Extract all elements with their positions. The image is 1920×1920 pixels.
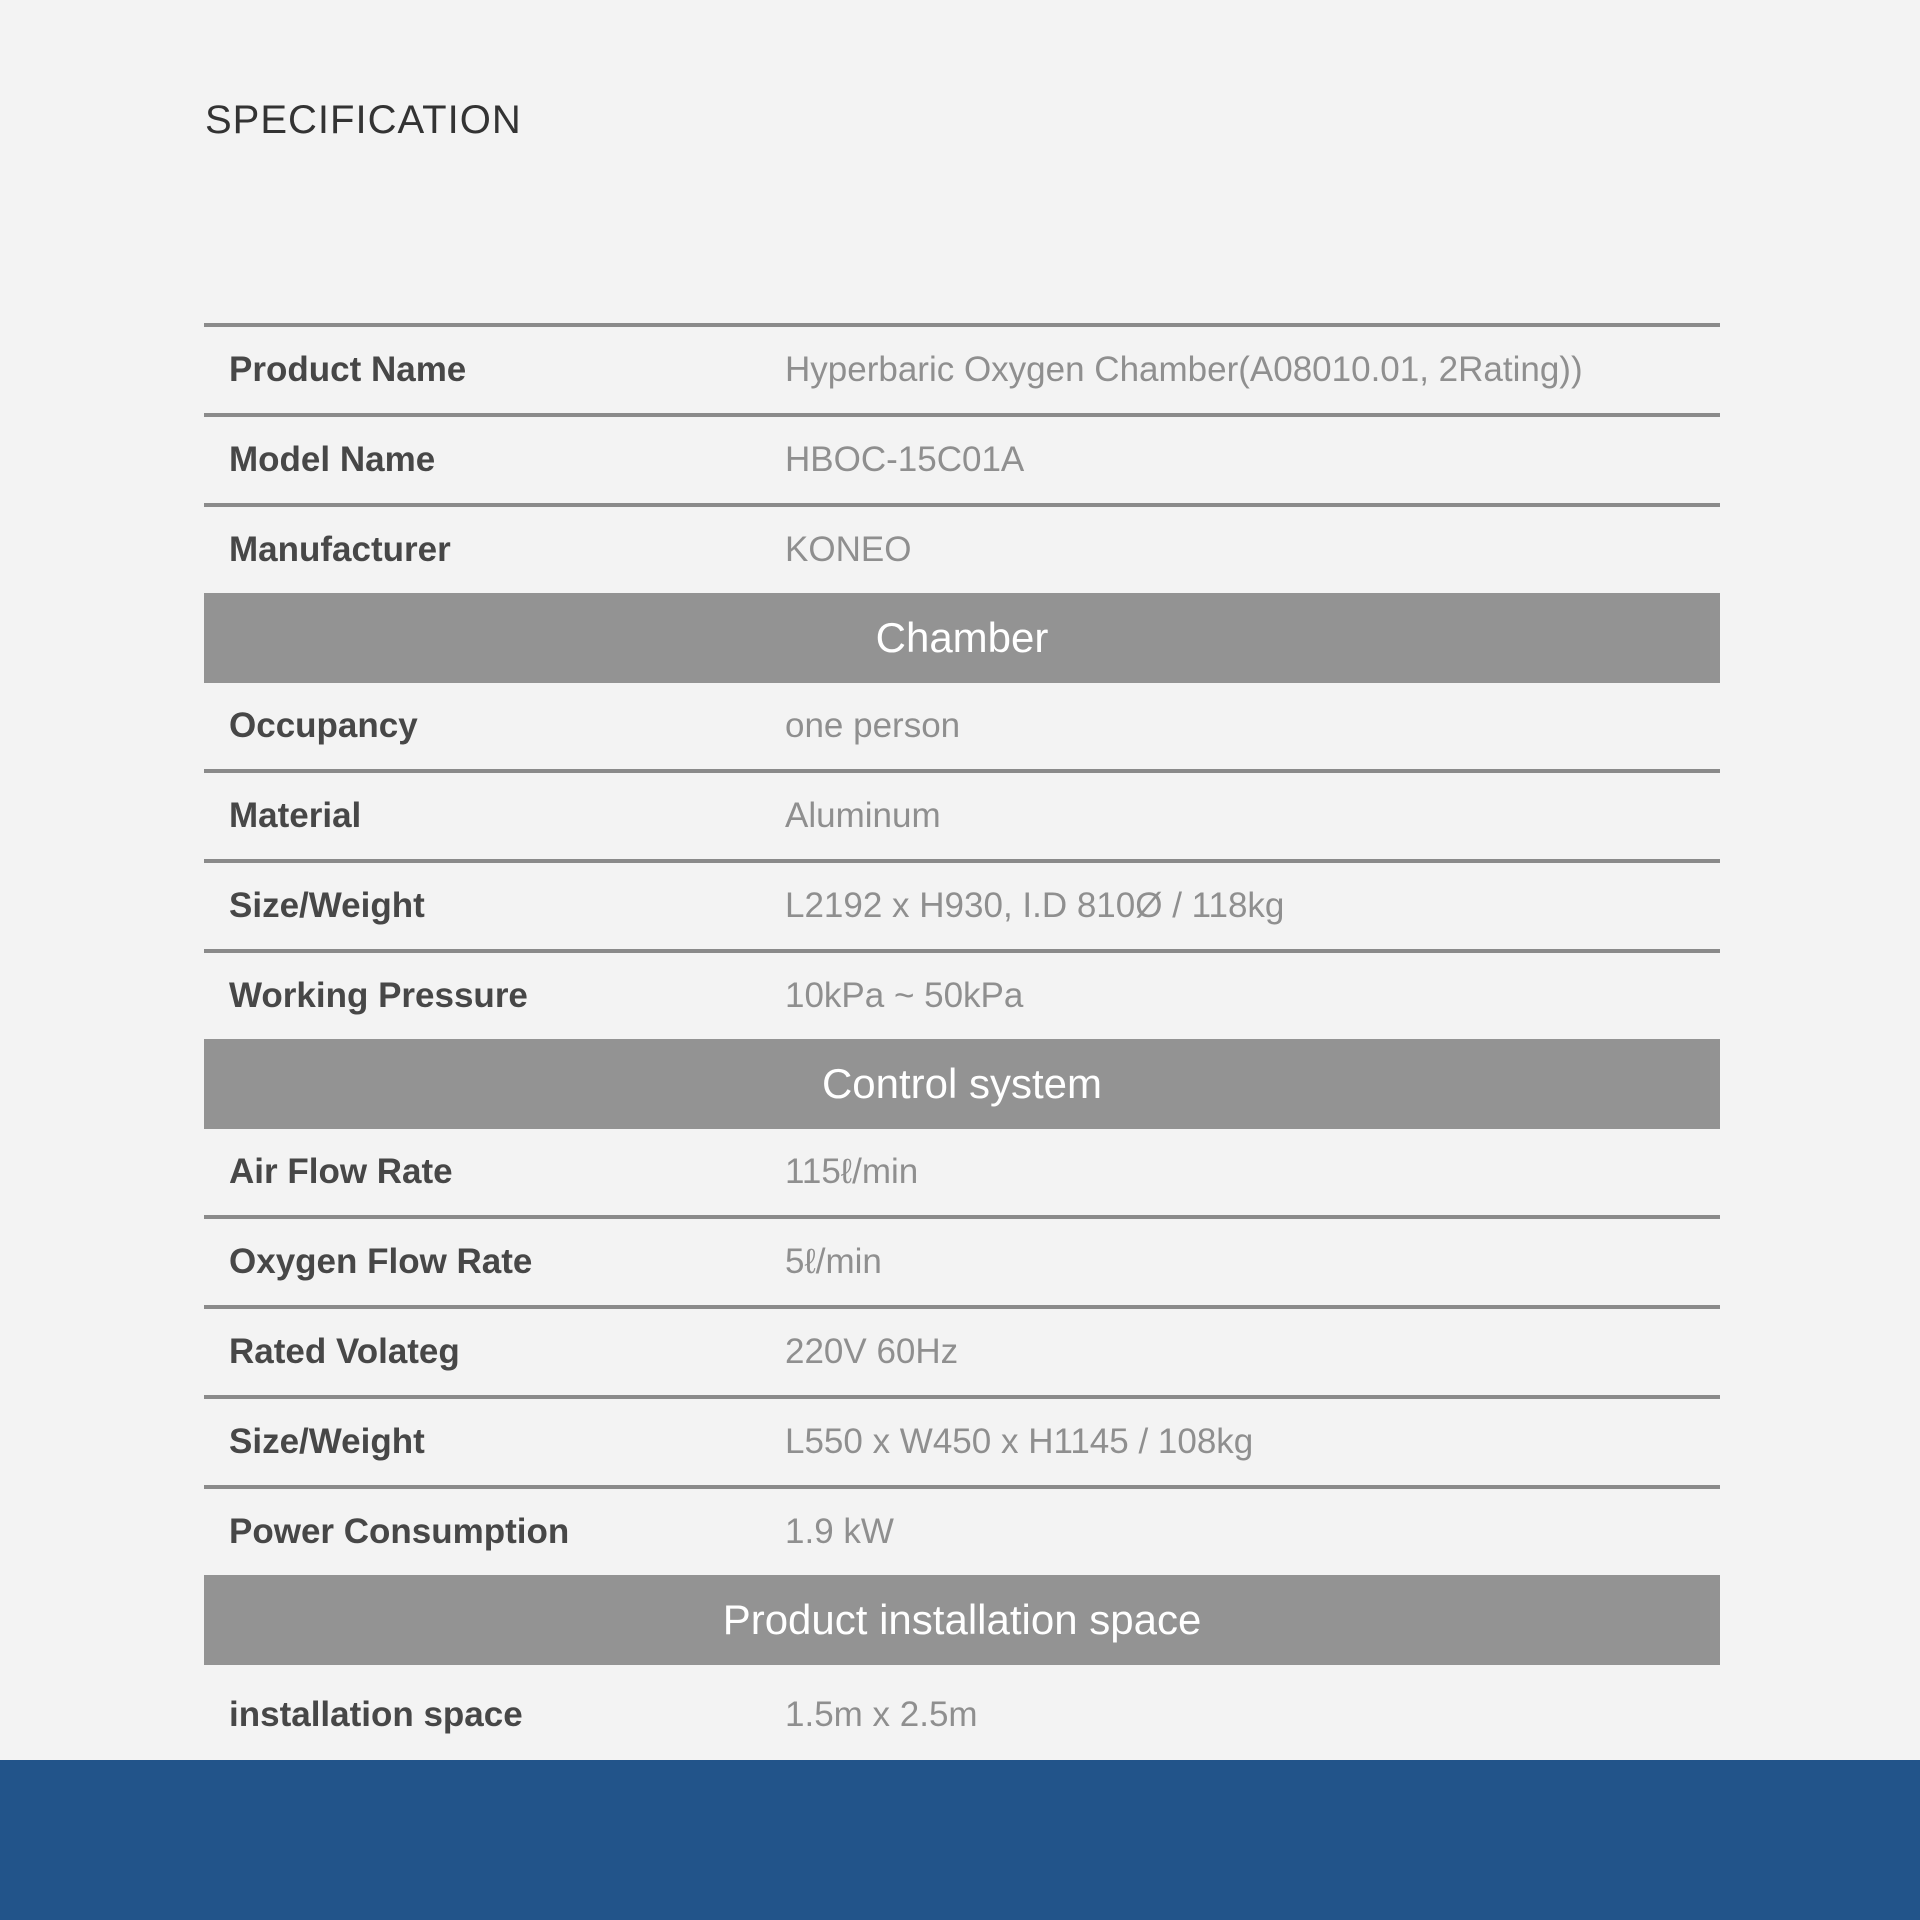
spec-row-air-flow-rate (204, 1129, 1720, 1219)
spec-label: Occupancy (229, 706, 418, 745)
spec-label: Working Pressure (229, 976, 528, 1015)
spec-value: 115ℓ/min (785, 1152, 919, 1191)
specification-table (204, 323, 1720, 1769)
page-title: SPECIFICATION (205, 98, 522, 142)
spec-value: Hyperbaric Oxygen Chamber(A08010.01, 2Rating)) (785, 350, 1583, 389)
spec-value: L2192 x H930, I.D 810Ø / 118kg (785, 886, 1285, 925)
section-header-chamber: Chamber (204, 593, 1720, 683)
spec-value: 1.9 kW (785, 1512, 894, 1551)
spec-value: L550 x W450 x H1145 / 108kg (785, 1422, 1254, 1461)
spec-label: Product Name (229, 350, 467, 389)
spec-value: KONEO (785, 530, 912, 569)
spec-label: Model Name (229, 440, 436, 479)
spec-row-model-name (204, 417, 1720, 507)
spec-value: 5ℓ/min (785, 1242, 882, 1281)
spec-row-occupancy (204, 683, 1720, 773)
section-header-control-system: Control system (204, 1039, 1720, 1129)
spec-row-material (204, 773, 1720, 863)
spec-value: 220V 60Hz (785, 1332, 959, 1371)
spec-row-product-name (204, 327, 1720, 417)
spec-value: 1.5m x 2.5m (785, 1695, 978, 1734)
footer-bar (0, 1760, 1920, 1920)
spec-row-oxygen-flow-rate (204, 1219, 1720, 1309)
spec-label: Air Flow Rate (229, 1152, 453, 1191)
spec-row-chamber-size-weight (204, 863, 1720, 953)
spec-label: Material (229, 796, 362, 835)
spec-value: one person (785, 706, 961, 745)
spec-label: Oxygen Flow Rate (229, 1242, 533, 1281)
spec-row-power-consumption (204, 1489, 1720, 1575)
spec-row-control-size-weight (204, 1399, 1720, 1489)
spec-label: Size/Weight (229, 886, 425, 925)
spec-row-rated-voltage (204, 1309, 1720, 1399)
spec-label: installation space (229, 1695, 523, 1734)
section-header-installation-space: Product installation space (204, 1575, 1720, 1665)
spec-value: Aluminum (785, 796, 941, 835)
spec-row-manufacturer (204, 507, 1720, 593)
spec-value: 10kPa ~ 50kPa (785, 976, 1024, 1015)
spec-label: Manufacturer (229, 530, 451, 569)
spec-row-working-pressure (204, 953, 1720, 1039)
spec-row-installation-space (204, 1665, 1720, 1769)
spec-label: Rated Volateg (229, 1332, 460, 1371)
spec-value: HBOC-15C01A (785, 440, 1025, 479)
spec-label: Power Consumption (229, 1512, 570, 1551)
spec-label: Size/Weight (229, 1422, 425, 1461)
